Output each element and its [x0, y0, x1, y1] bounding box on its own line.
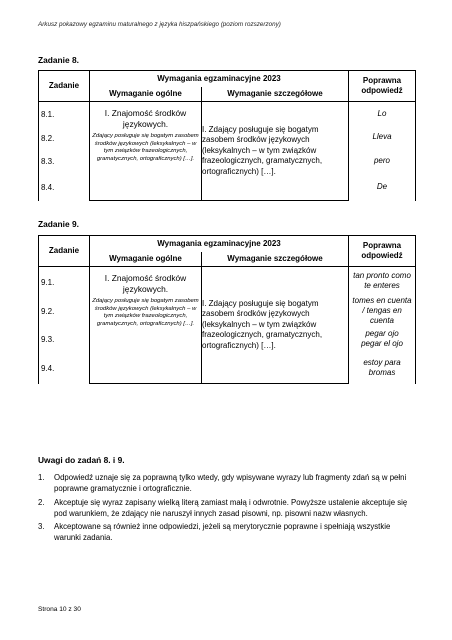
task-number: 9.1. [39, 267, 90, 296]
specific-requirement: I. Zdający posługuje się bogatym zasobem środków językowych (leksykalnych – w tym związków frazeologicznych, gramatycznych, ortograficznych) […]. [202, 102, 349, 201]
col-odpowiedz [349, 71, 416, 102]
general-requirement-main: I. Znajomość środków językowych. [104, 273, 187, 294]
task-number: 9.3. [39, 326, 90, 352]
note-text: Akceptowane są również inne odpowiedzi, jeżeli są merytorycznie poprawne i spełniają wszystkie warunki zadania. [54, 522, 391, 543]
task-8-title: Zadanie 8. [38, 55, 79, 65]
task-9-title: Zadanie 9. [38, 219, 79, 229]
task-9-table [38, 235, 416, 384]
correct-answer: Lleva [349, 126, 416, 149]
col-ogolne: Wymaganie ogólne [90, 87, 202, 102]
task-number: 8.4. [39, 173, 90, 201]
col-szczegolowe: Wymaganie szczegółowe [202, 87, 349, 102]
task-number: 8.1. [39, 102, 90, 126]
col-odpowiedz-line2: odpowiedź [361, 251, 403, 260]
correct-answer: tan pronto como te enteres [349, 267, 416, 296]
note-text: Akceptuje się wyraz zapisany wielką literą zamiast małą i odwrotnie. Powyższe ustalenie akceptuje się pod warunkiem, że zdający nie naruszył innych zasad pisowni, np. pisowni nazw własnych. [54, 497, 408, 518]
note-number: 3. [38, 522, 45, 532]
col-zadanie: Zadanie [39, 236, 90, 267]
notes-title: Uwagi do zadań 8. i 9. [38, 455, 125, 465]
note-number: 2. [38, 497, 45, 507]
col-odpowiedz-line1: Poprawna [362, 241, 402, 250]
col-wymagania: Wymagania egzaminacyjne 2023 [90, 71, 349, 87]
document-header: Arkusz pokazowy egzaminu maturalnego z języka hiszpańskiego (poziom rozszerzony) [38, 21, 281, 28]
note-item [38, 472, 418, 495]
correct-answer: De [349, 173, 416, 201]
col-odpowiedz [349, 236, 416, 267]
specific-requirement: I. Zdający posługuje się bogatym zasobem środków językowych (leksykalnych – w tym związków frazeologicznych, gramatycznych, ortograficznych) […]. [202, 267, 349, 384]
notes-list [38, 472, 418, 546]
general-requirement-main: I. Znajomość środków językowych. [104, 108, 187, 129]
task-number: 9.4. [39, 352, 90, 384]
task-number: 8.3. [39, 149, 90, 173]
correct-answer: pero [349, 149, 416, 173]
correct-answer: estoy para bromas [349, 352, 416, 384]
general-requirement [90, 267, 202, 384]
col-odpowiedz-line1: Poprawna [362, 76, 402, 85]
note-item [38, 497, 418, 520]
page-number: Strona 10 z 30 [38, 606, 81, 613]
col-odpowiedz-line2: odpowiedź [361, 86, 403, 95]
general-requirement-detail: Zdający posługuje się bogatym zasobem środków językowych (leksykalnych – w tym związków frazeologicznych, gramatycznych, ortograficznych) […]. [92, 298, 199, 327]
correct-answer: Lo [349, 102, 416, 126]
note-text: Odpowiedź uznaje się za poprawną tylko wtedy, gdy wpisywane wyrazy lub fragmenty zdań są w pełni poprawne gramatycznie i ortograficznie. [54, 473, 407, 494]
task-number: 8.2. [39, 126, 90, 149]
col-zadanie: Zadanie [39, 71, 90, 102]
col-wymagania: Wymagania egzaminacyjne 2023 [90, 236, 349, 252]
task-number: 9.2. [39, 296, 90, 326]
correct-answer: pegar ojo pegar el ojo [349, 326, 416, 352]
general-requirement-detail: Zdający posługuje się bogatym zasobem środków językowych (leksykalnych – w tym związków frazeologicznych, gramatycznych, ortograficznych) […]. [92, 133, 199, 162]
task-8-table [38, 70, 416, 201]
col-szczegolowe: Wymaganie szczegółowe [202, 252, 349, 267]
correct-answer: tomes en cuenta / tengas en cuenta [349, 296, 416, 326]
note-number: 1. [38, 473, 45, 482]
col-ogolne: Wymaganie ogólne [90, 252, 202, 267]
general-requirement [90, 102, 202, 201]
note-item [38, 521, 418, 544]
